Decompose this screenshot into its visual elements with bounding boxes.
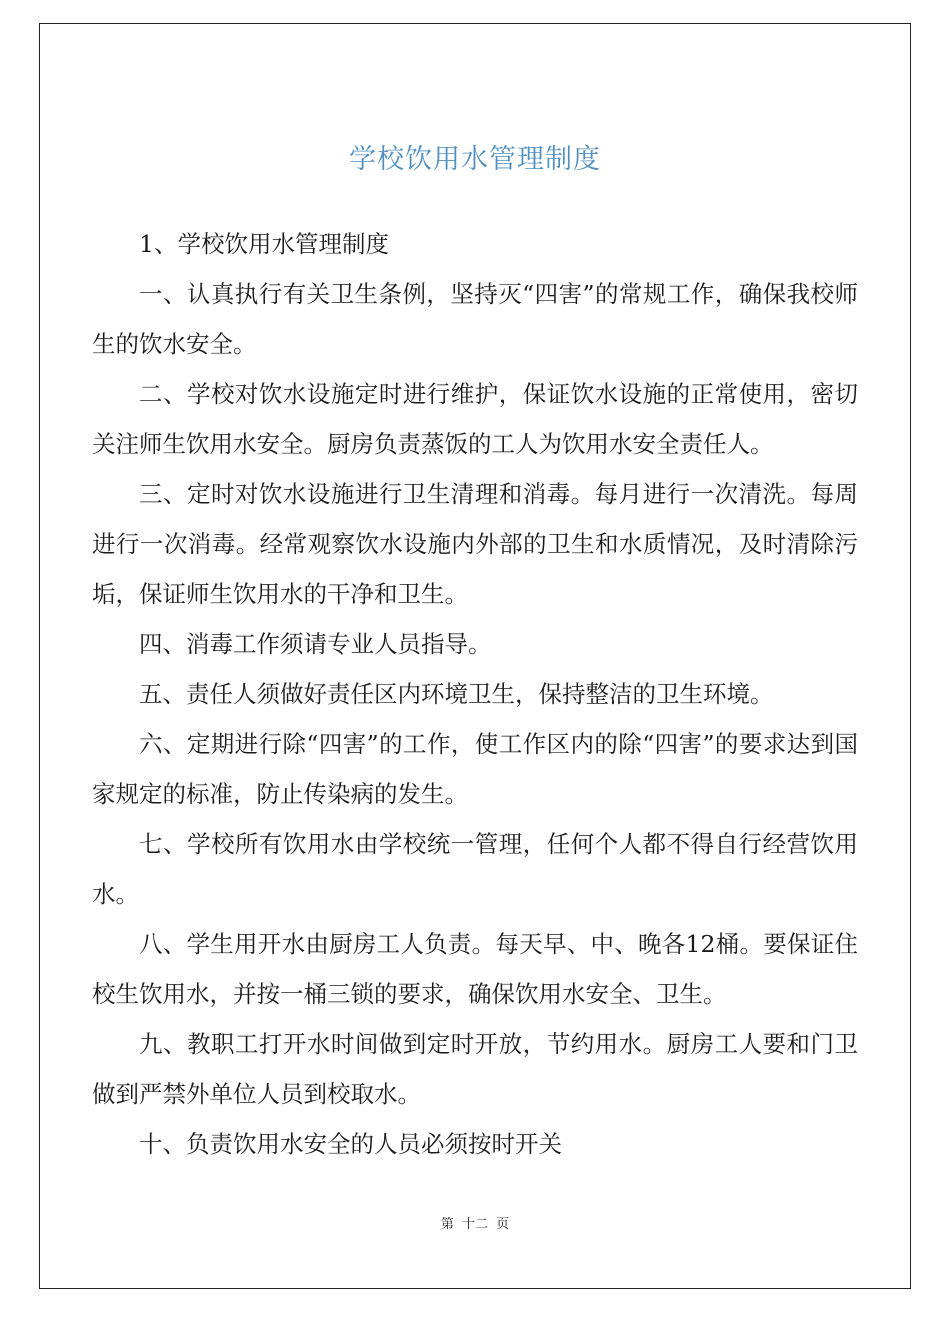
paragraph-9: 八、学生用开水由厨房工人负责。每天早、中、晚各12桶。要保证住校生饮用水，并按一桶三锁的要求，确保饮用水安全、卫生。: [92, 930, 858, 1008]
paragraph-5: 四、消毒工作须请专业人员指导。: [139, 630, 492, 658]
paragraph-11: 十、负责饮用水安全的人员必须按时开关: [139, 1130, 562, 1158]
page-number: 第 十二 页: [440, 1217, 510, 1232]
document-title: 学校饮用水管理制度: [349, 144, 601, 175]
paragraph-8: 七、学校所有饮用水由学校统一管理，任何个人都不得自行经营饮用水。: [92, 830, 858, 908]
paragraph-6: 五、责任人须做好责任区内环境卫生，保持整洁的卫生环境。: [139, 680, 774, 708]
paragraph-4: 三、定时对饮水设施进行卫生清理和消毒。每月进行一次清洗。每周进行一次消毒。经常观察饮水设施内外部的卫生和水质情况，及时清除污垢，保证师生饮用水的干净和卫生。: [92, 480, 858, 608]
paragraph-1: 1、学校饮用水管理制度: [139, 230, 389, 258]
paragraph-10: 九、教职工打开水时间做到定时开放，节约用水。厨房工人要和门卫做到严禁外单位人员到校取水。: [92, 1030, 858, 1108]
document-body: [92, 219, 858, 1169]
paragraph-7: 六、定期进行除“四害”的工作，使工作区内的除“四害”的要求达到国家规定的标准，防止传染病的发生。: [92, 730, 858, 808]
paragraph-3: 二、学校对饮水设施定时进行维护，保证饮水设施的正常使用，密切关注师生饮用水安全。厨房负责蒸饭的工人为饮用水安全责任人。: [92, 380, 858, 458]
paragraph-2: 一、认真执行有关卫生条例，坚持灭“四害”的常规工作，确保我校师生的饮水安全。: [92, 280, 858, 358]
